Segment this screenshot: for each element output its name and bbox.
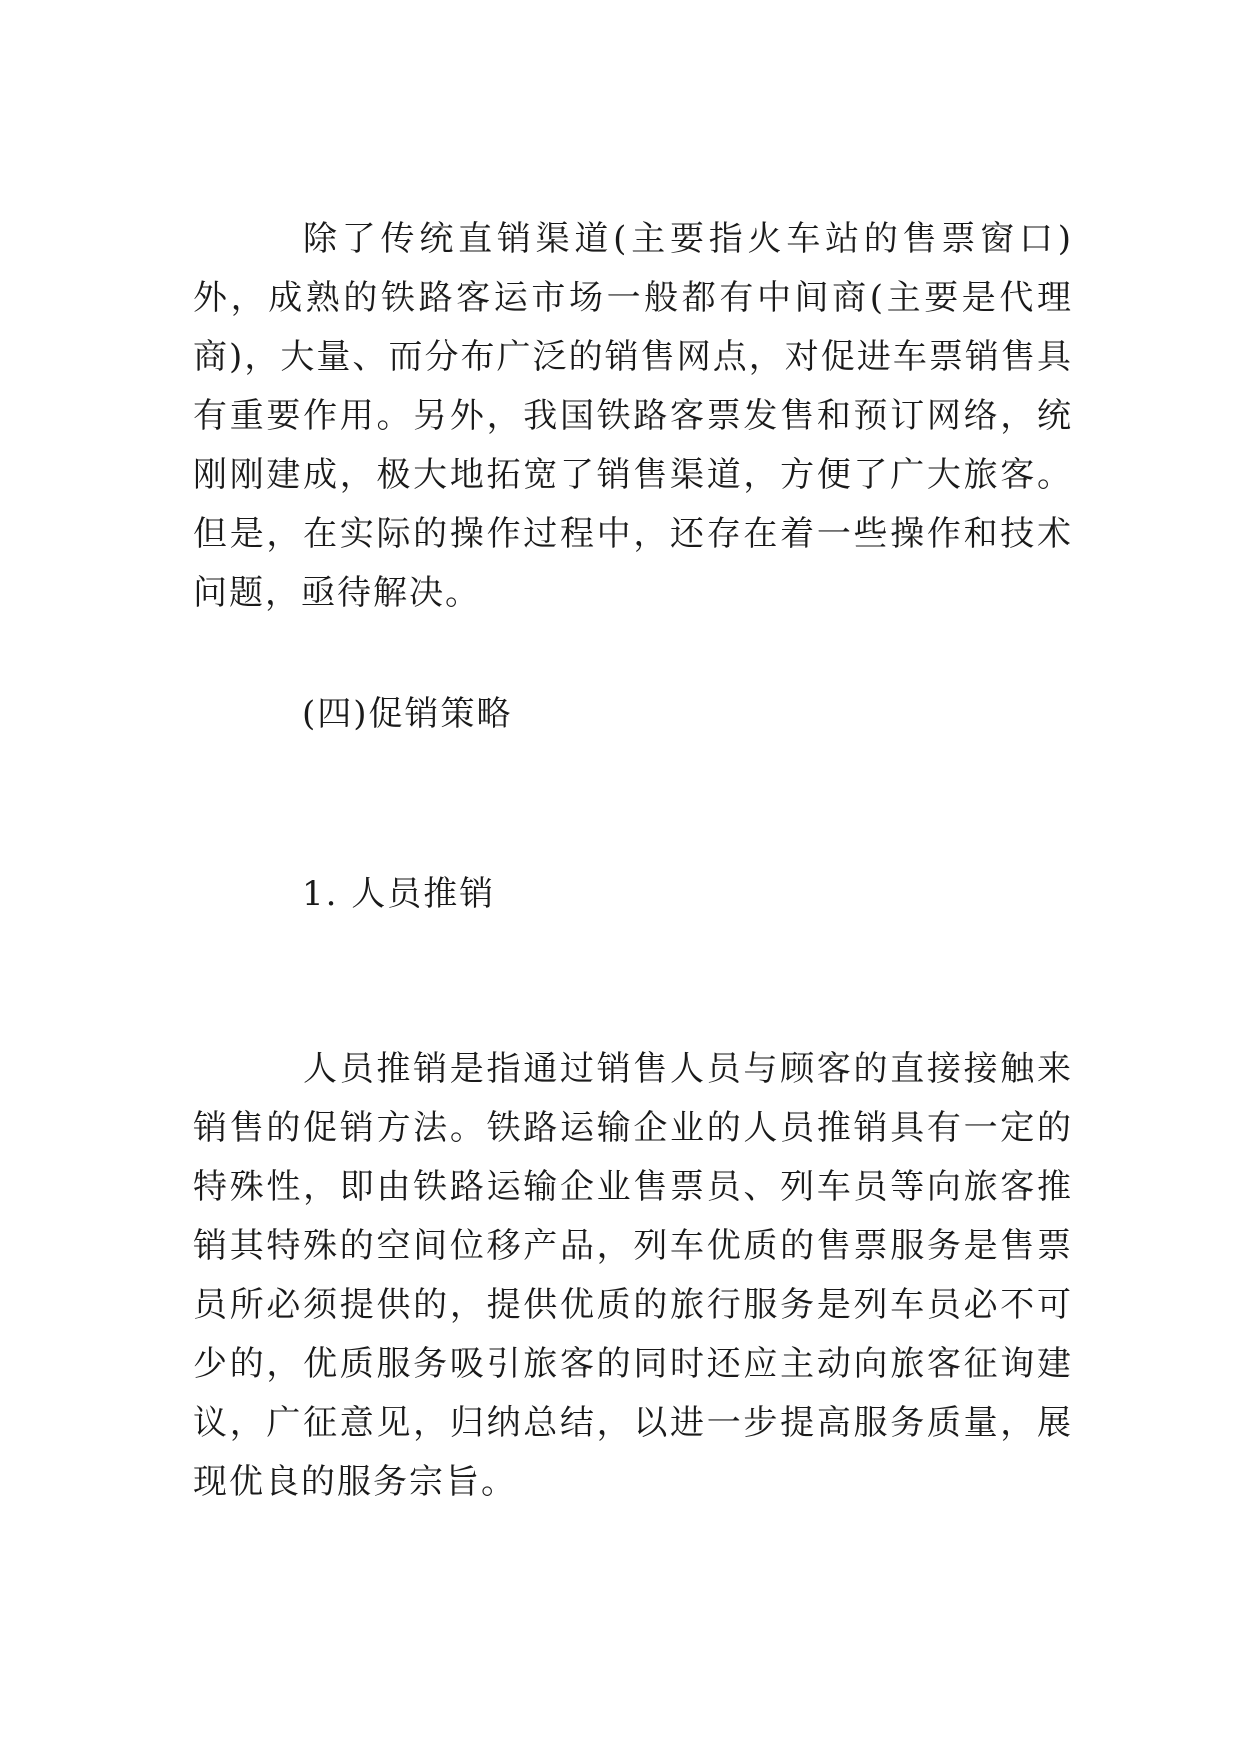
body-paragraph-sales-channels: 除了传统直销渠道(主要指火车站的售票窗口)外，成熟的铁路客运市场一般都有中间商(主要是代理商)，大量、而分布广泛的销售网点，对促进车票销售具有重要作用。另外，我国铁路客票发售和预订网络，统刚刚建成，极大地拓宽了销售渠道，方便了广大旅客。但是，在实际的操作过程中，还存在着一些操作和技术问题，亟待解决。: [193, 219, 1073, 613]
subsection-heading-personal-selling: 1. 人员推销: [302, 874, 496, 914]
section-heading-promotion-strategy: (四)促销策略: [302, 694, 513, 734]
body-paragraph-personal-selling: 人员推销是指通过销售人员与顾客的直接接触来销售的促销方法。铁路运输企业的人员推销具有一定的特殊性，即由铁路运输企业售票员、列车员等向旅客推销其特殊的空间位移产品，列车优质的售票服务是售票员所必须提供的，提供优质的旅行服务是列车员必不可少的，优质服务吸引旅客的同时还应主动向旅客征询建议，广征意见，归纳总结，以进一步提高服务质量，展现优良的服务宗旨。: [193, 1049, 1073, 1502]
